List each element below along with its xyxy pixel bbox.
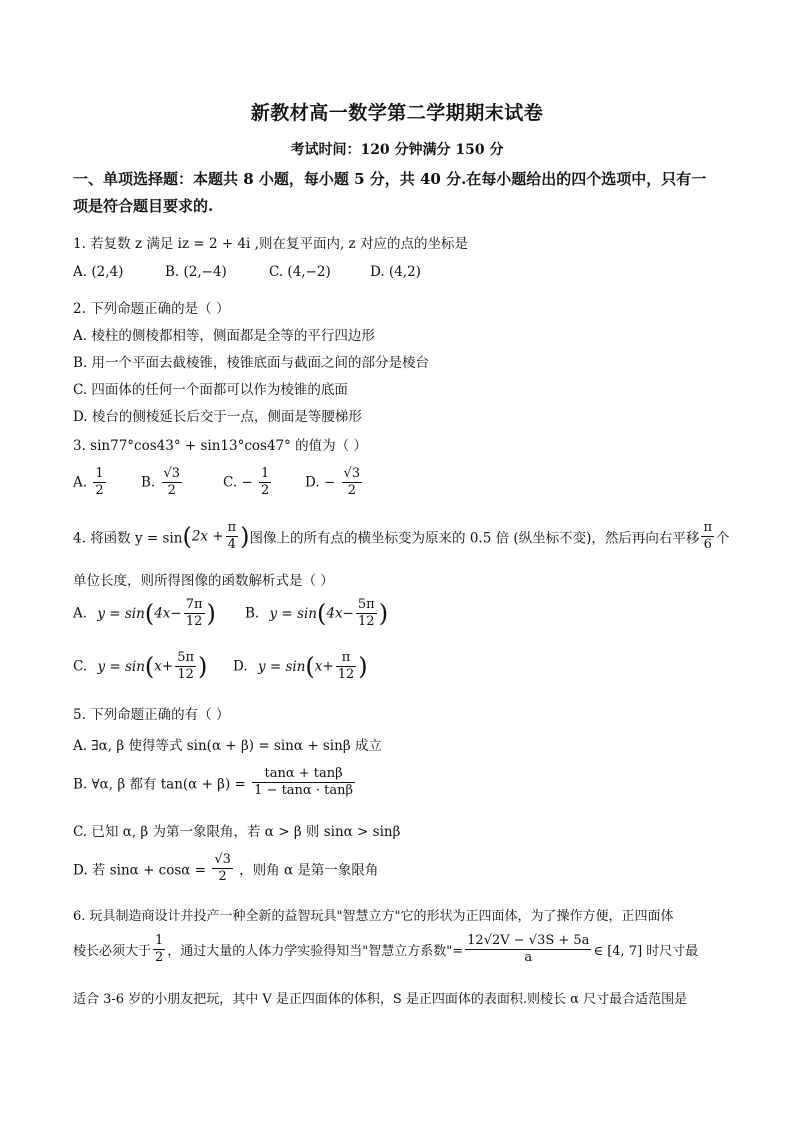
q4-stem-inner: 2x + xyxy=(191,528,224,545)
q3-b-den: 2 xyxy=(167,483,176,498)
q6-line1: 6. 玩具制造商设计并投产一种全新的益智玩具"智慧立方"它的形状为正四面体，为了操作方便，正四面体 xyxy=(73,909,674,924)
q4-option-d-num: π xyxy=(336,650,357,667)
q4-option-a-den: 12 xyxy=(185,614,203,629)
q4-paren-open: ( xyxy=(182,522,192,551)
q4-stem-frac-num: π xyxy=(227,520,237,535)
q6-line2-mid: ，通过大量的人体力学实验得知当"智慧立方系数"= xyxy=(167,944,464,959)
q2-option-b: B. 用一个平面去截棱锥，棱锥底面与截面之间的部分是棱台 xyxy=(73,355,430,371)
q4-option-b-inner: 4x− xyxy=(326,605,354,622)
q6-half-den: 2 xyxy=(155,950,164,965)
q4-shift-den: 6 xyxy=(703,537,712,552)
q6-line3: 适合 3-6 岁的小朋友把玩，其中 V 是正四面体的体积，S 是正四面体的表面积.则棱长 α 尺寸最合适范围是 xyxy=(73,992,688,1007)
q4-option-b-den: 12 xyxy=(358,614,375,629)
q5-option-d-num: √3 xyxy=(214,852,231,867)
q5-option-b-den: 1 − tanα · tanβ xyxy=(254,783,353,798)
q3-a-den: 2 xyxy=(95,483,104,498)
q4-option-c-den: 12 xyxy=(177,667,194,682)
q4-option-c-inner: x+ xyxy=(154,658,174,675)
q4-stem-line2: 单位长度，则所得图像的函数解析式是（ ） xyxy=(73,573,334,589)
q4-paren-close: ) xyxy=(240,522,250,551)
q5-option-d-pre: D. 若 sinα + cosα = xyxy=(73,862,207,879)
q4-option-a xyxy=(73,597,216,630)
q4-stem-line1 xyxy=(73,520,729,560)
q4-option-b-frac xyxy=(356,597,377,630)
q3-option-d-frac xyxy=(342,466,363,499)
q5-option-b-frac xyxy=(252,766,355,799)
q1-option-c: C. (4,−2) xyxy=(269,264,331,280)
q3-c-num: 1 xyxy=(261,466,270,481)
q3-option-b-label: B. xyxy=(141,474,156,491)
q3-options xyxy=(73,466,393,506)
q3-option-c xyxy=(223,466,273,499)
q5-option-d-post: ，则角 α 是第一象限角 xyxy=(239,862,379,879)
q3-c-den: 2 xyxy=(261,483,270,498)
q3-stem: 3. sin77°cos43° + sin13°cos47° 的值为（ ） xyxy=(73,438,367,454)
q4-option-d-inner: x+ xyxy=(314,658,334,675)
q4-option-a-paren-open: ( xyxy=(144,599,155,628)
q4-option-c-frac xyxy=(175,650,196,683)
section-heading xyxy=(73,166,723,220)
q1-stem: 1. 若复数 z 满足 iz = 2 + 4i ,则在复平面内, z 对应的点的坐标是 xyxy=(73,236,468,252)
q4-stem-a: 4. 将函数 y = sin xyxy=(73,530,183,547)
q2-option-c: C. 四面体的任何一个面都可以作为棱锥的底面 xyxy=(73,382,348,398)
q4-option-c xyxy=(73,650,207,683)
q3-option-a-label: A. xyxy=(73,474,88,491)
q4-option-b-paren-close: ) xyxy=(378,599,389,628)
q5-option-a: A. ∃α, β 使得等式 sin(α + β) = sinα + sinβ 成立 xyxy=(73,738,382,754)
q4-option-d-frac xyxy=(336,650,357,683)
q4-stem-frac xyxy=(226,520,239,553)
q4-option-b-num: 5π xyxy=(357,597,375,612)
q4-option-d-den: 12 xyxy=(337,667,355,682)
q5-option-d-frac xyxy=(212,852,233,885)
q4-option-d-paren-close: ) xyxy=(358,652,368,681)
q2-stem: 2. 下列命题正确的是（ ） xyxy=(73,301,230,317)
q5-option-b-num: tanα + tanβ xyxy=(252,766,355,783)
q6-half-num: 1 xyxy=(155,933,164,948)
q4-option-a-label: A. xyxy=(73,605,88,622)
q6-coef-frac xyxy=(465,933,591,966)
q4-options-row1 xyxy=(73,597,473,641)
exam-subtitle: 考试时间：120 分钟满分 150 分 xyxy=(290,142,504,158)
q3-option-d-sign: − xyxy=(323,474,336,491)
q4-option-b-label: B. xyxy=(245,605,260,622)
q3-option-d xyxy=(305,466,364,499)
q5-stem: 5. 下列命题正确的有（ ） xyxy=(73,707,230,723)
q1-option-b: B. (2,−4) xyxy=(165,264,227,280)
q3-option-c-sign: − xyxy=(241,474,253,491)
q4-option-b-paren-open: ( xyxy=(316,599,327,628)
q3-option-c-label: C. xyxy=(223,474,238,491)
q4-option-c-pre: y = sin xyxy=(97,658,145,675)
q6-line2 xyxy=(73,933,698,973)
q4-stem-frac-den: 4 xyxy=(227,537,237,552)
q4-option-c-num: 5π xyxy=(177,650,195,665)
q4-option-d-label: D. xyxy=(233,658,248,675)
q6-coef-num: 12√2V − √3S + 5a xyxy=(467,933,590,948)
q6-coef-den: a xyxy=(524,950,533,965)
q4-option-b xyxy=(245,597,388,630)
q4-option-c-paren-close: ) xyxy=(198,652,208,681)
q3-b-num: √3 xyxy=(163,466,181,481)
q4-shift-frac xyxy=(701,520,714,553)
section-heading-line1: 一、单项选择题：本题共 8 小题，每小题 5 分，共 40 分.在每小题给出的四个选项中，只有一 xyxy=(73,170,707,188)
exam-title: 新教材高一数学第二学期期末试卷 xyxy=(250,102,544,124)
section-heading-line2: 项是符合题目要求的. xyxy=(73,197,214,215)
q5-option-d-den: 2 xyxy=(218,869,227,884)
q3-a-num: 1 xyxy=(95,466,104,481)
q2-option-a: A. 棱柱的侧棱都相等，侧面都是全等的平行四边形 xyxy=(73,328,375,344)
q5-option-b-pre: B. ∀α, β 都有 tan(α + β) = xyxy=(73,776,246,793)
q3-d-num: √3 xyxy=(343,466,361,481)
q4-option-d xyxy=(233,650,368,683)
q4-option-d-pre: y = sin xyxy=(257,658,306,675)
q6-line2-post: ∈ [4, 7] 时尺寸最 xyxy=(593,944,699,959)
q4-option-c-label: C. xyxy=(73,658,88,675)
q3-option-b xyxy=(141,466,184,499)
q4-option-a-pre: y = sin xyxy=(97,605,145,622)
q5-option-b xyxy=(73,766,357,806)
q4-stem-b: 图像上的所有点的横坐标变为原来的 0.5 倍 (纵坐标不变)，然后再向右平移 xyxy=(249,530,700,547)
q3-d-den: 2 xyxy=(347,483,356,498)
q3-option-d-label: D. xyxy=(305,474,320,491)
q4-option-c-paren-open: ( xyxy=(144,652,155,681)
q3-option-a-frac xyxy=(93,466,105,499)
q4-option-b-pre: y = sin xyxy=(269,605,317,622)
q4-option-a-frac xyxy=(184,597,205,630)
q3-option-b-frac xyxy=(162,466,183,499)
q6-line2-pre: 棱长必须大于 xyxy=(73,944,152,959)
q1-option-a: A. (2,4) xyxy=(73,264,124,280)
q3-option-a xyxy=(73,466,108,499)
q2-option-d: D. 棱台的侧棱延长后交于一点，侧面是等腰梯形 xyxy=(73,409,362,425)
q5-option-d xyxy=(73,852,378,892)
q4-option-a-num: 7π xyxy=(185,597,203,612)
q1-options xyxy=(73,264,473,286)
q1-option-d: D. (4,2) xyxy=(370,264,421,280)
q4-stem-c: 个 xyxy=(715,530,730,547)
q5-option-c: C. 已知 α, β 为第一象限角，若 α > β 则 sinα > sinβ xyxy=(73,824,401,840)
q4-option-a-inner: 4x− xyxy=(154,605,182,622)
q4-option-d-paren-open: ( xyxy=(305,652,315,681)
q4-shift-num: π xyxy=(703,520,712,535)
q4-option-a-paren-close: ) xyxy=(206,599,216,628)
q4-options-row2 xyxy=(73,650,473,694)
q3-option-c-frac xyxy=(259,466,271,499)
q6-half-frac xyxy=(153,933,165,966)
